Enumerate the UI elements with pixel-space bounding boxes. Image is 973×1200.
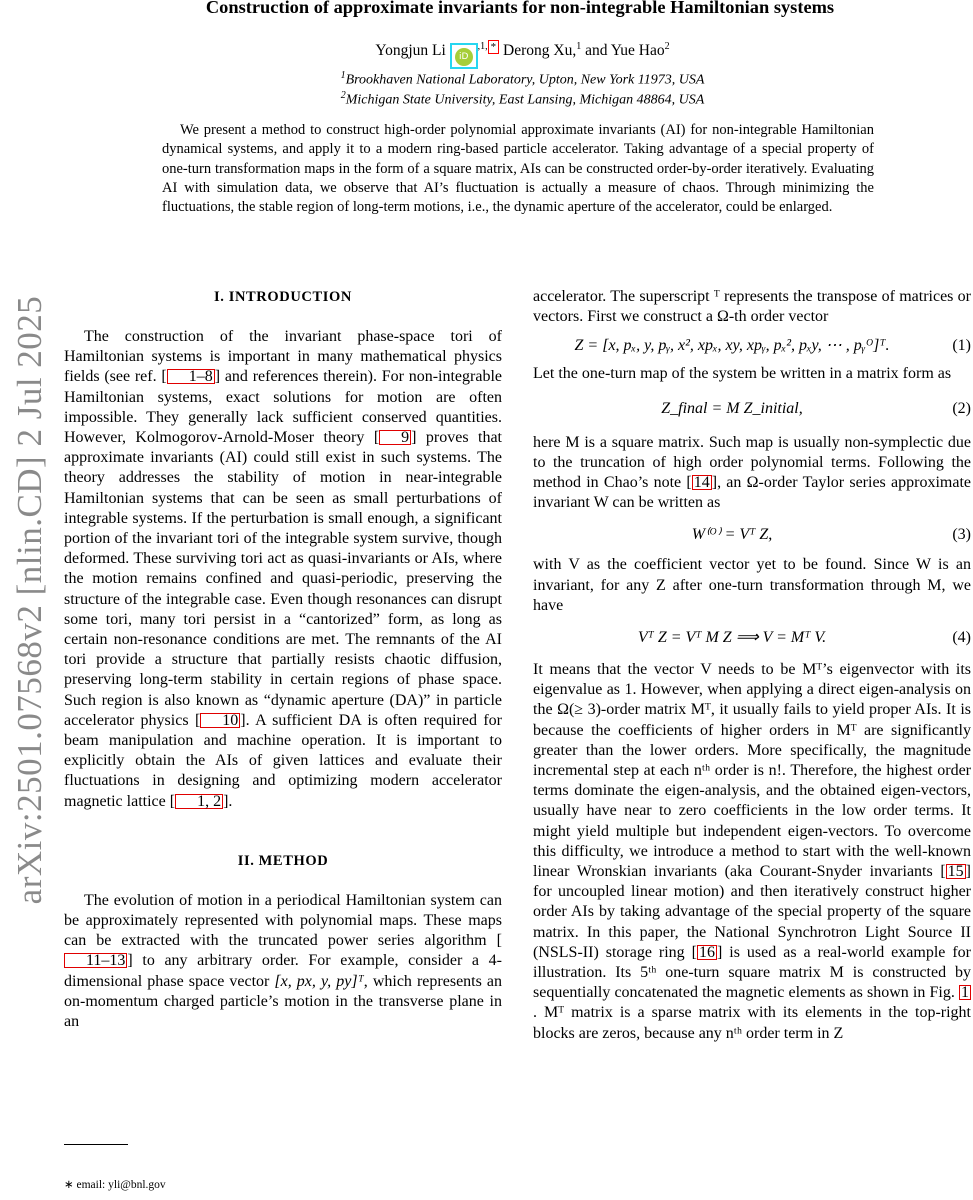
author-superscript: 2: [664, 40, 670, 52]
citation-link[interactable]: 11–13: [64, 953, 127, 968]
orcid-icon: iD: [455, 48, 473, 66]
equation-3: W⁽ᴼ⁾ = Vᵀ Z, (3): [691, 526, 971, 544]
footnote-rule: [64, 1144, 128, 1145]
equation-2: Z_final = M Z_initial, (2): [661, 399, 971, 417]
arxiv-identifier: arXiv:2501.07568v2 [nlin.CD] 2 Jul 2025: [10, 295, 49, 905]
section-heading-method: II. METHOD: [237, 852, 329, 869]
abstract: We present a method to construct high-order polynomial approximate invariants (AI) for non-integrable Hamiltonian dynamical systems, and apply it to a modern ring-based particle accelerator. Taking advantage of a special property of one-turn transformation maps in the form of a square matrix, AIs can be constructed order-by-order iteratively. Evaluating AI with simulation data, we observe that AI’s fluctuation is actually a measure of chaos. Through minimizing the fluctuations, the stable region of long-term motions, i.e., the dynamic aperture of the accelerator, could be enlarged.: [162, 122, 874, 216]
affiliation-text: Brookhaven National Laboratory, Upton, New York 11973, USA: [345, 72, 705, 88]
citation-link[interactable]: 9: [379, 430, 411, 445]
paper-title: Construction of approximate invariants for non-integrable Hamiltonian systems: [205, 0, 835, 17]
right-column: [533, 287, 971, 1044]
author-name: and Yue Hao: [581, 42, 665, 59]
author-superscript: 1: [576, 40, 582, 52]
citation-link[interactable]: 16: [698, 943, 715, 961]
figure-link[interactable]: 1: [961, 984, 969, 1002]
body-paragraph: here M is a square matrix. Such map is usually non-symplectic due to the truncation of high order polynomial terms. Following the method in Chao’s note [ 14 ], an Ω-order Taylor series approximate invariant W can be written as: [533, 433, 971, 512]
phase-space-vector: [x, px, y, py]ᵀ: [274, 972, 364, 990]
body-paragraph: It means that the vector V needs to be Mᵀ’s eigenvector with its eigenvalue as 1. However, when applying a direct eigen-analysis on the Ω(≥ 3)-order matrix Mᵀ, it usually fails to yield proper AIs. It is because the coefficients of higher orders in Mᵀ are significantly greater than the lower orders. More specifically, the magnitude incremental step at each nᵗʰ order is n!. Therefore, the highest order terms dominate the eigen-analysis, and the obtained eigen-vectors, usually have near to zero coefficients in the low order terms. It might yield multiple but independent eigen-vectors. To overcome this difficulty, we introduce a method to start with the well-known linear Wronskian invariants (aka Courant-Snyder invariants [ 15 ] for uncoupled linear motion) and then iteratively construct higher order AIs by taking advantage of the special property of the square matrix. In this paper, the National Synchrotron Light Source II (NSLS-II) storage ring [ 16 ] is used as a real-world example for illustration. Its 5ᵗʰ one-turn square matrix M is constructed by sequentially concatenated the magnetic elements as shown in Fig. 1. Mᵀ matrix is a sparse matrix with its elements in the top-right blocks are zeros, because any nᵗʰ order term in Z: [533, 661, 971, 1042]
author-name: Yongjun Li: [375, 42, 446, 59]
body-paragraph: with V as the coefficient vector yet to be found. Since W is an invariant, for any Z after one-turn transformation through M, we have: [533, 556, 971, 614]
affiliation-1: [250, 70, 795, 89]
left-column: [64, 287, 502, 1032]
author-list: [250, 40, 795, 69]
introduction-paragraph: The construction of the invariant phase-space tori of Hamiltonian systems is important in many mathematical physics fields (see ref. [ 1–8 ] and references therein). For non-integrable Hamiltonian systems, exact solutions for motion are often impossible. They generally lack sufficient conserved quantities. However, Kolmogorov-Arnold-Moser theory [ 9 ] proves that approximate invariants (AI) could still exist in such systems. The theory addresses the stability of motion in near-integrable Hamiltonian systems that can be seen as small perturbations of integrable systems. If the perturbation is small enough, a significant portion of the invariant tori of the integrable system survive, though deformed. These surviving tori act as quasi-invariants or AIs, where the motion remains confined and quasi-periodic, preserving the structure of the integrable case. Even though resonances can disrupt some tori, many tori persist in a “cantorized” form, as long as certain non-resonance conditions are met. The remnants of the AI tori provide a structure that partially resists chaotic diffusion, preserving long-term stability in certain regions of phase space. Such region is also known as “dynamic aperture (DA)” in particle accelerator physics [ 10 ]. A sufficient DA is often required for beam manipulation and machine operation. It is important to explicitly obtain the AIs of given lattices and evaluate their fluctuations in designing and optimizing modern accelerator magnetic lattice [ 1, 2 ].: [64, 328, 503, 810]
citation-link[interactable]: 1, 2: [175, 794, 223, 809]
citation-link[interactable]: 14: [693, 474, 710, 492]
orcid-link[interactable]: [450, 43, 478, 69]
author-name: Derong Xu,: [499, 42, 577, 59]
affiliation-superscript: 2: [340, 90, 346, 101]
affiliation-superscript: 1: [340, 70, 346, 81]
citation-link[interactable]: 1–8: [167, 369, 215, 384]
footnote: ∗ email: yli@bnl.gov: [64, 1179, 166, 1191]
section-heading-introduction: I. INTRODUCTION: [214, 289, 352, 305]
citation-link[interactable]: 10: [200, 713, 240, 728]
corresponding-author-link[interactable]: *: [488, 40, 500, 54]
body-paragraph: accelerator. The superscript ᵀ represents the transpose of matrices or vectors. First we construct a Ω-th order vector: [533, 288, 971, 326]
citation-link[interactable]: 15: [947, 863, 964, 881]
body-paragraph: Let the one-turn map of the system be written in a matrix form as: [533, 365, 952, 383]
equation-1: Z = [x, pₓ, y, pᵧ, x², xpₓ, xy, xpᵧ, pₓ², pₓy, ⋯ , pᵧᴼ]ᵀ. (1): [574, 337, 971, 355]
method-paragraph: The evolution of motion in a periodical Hamiltonian system can be approximately represented with polynomial maps. These maps can be extracted with the truncated power series algorithm [11–13 ] to any arbitrary order. For example, consider a 4-dimensional phase space vector [x, px, y, py]ᵀ, which represents an on-momentum charged particle’s motion in the transverse plane in an: [64, 891, 502, 1031]
equation-4: Vᵀ Z = Vᵀ M Z ⟹ V = Mᵀ V. (4): [637, 629, 971, 647]
affiliation-text: Michigan State University, East Lansing, Michigan 48864, USA: [345, 92, 705, 108]
author-superscript: ,1,: [477, 40, 488, 52]
affiliation-2: [250, 90, 795, 109]
